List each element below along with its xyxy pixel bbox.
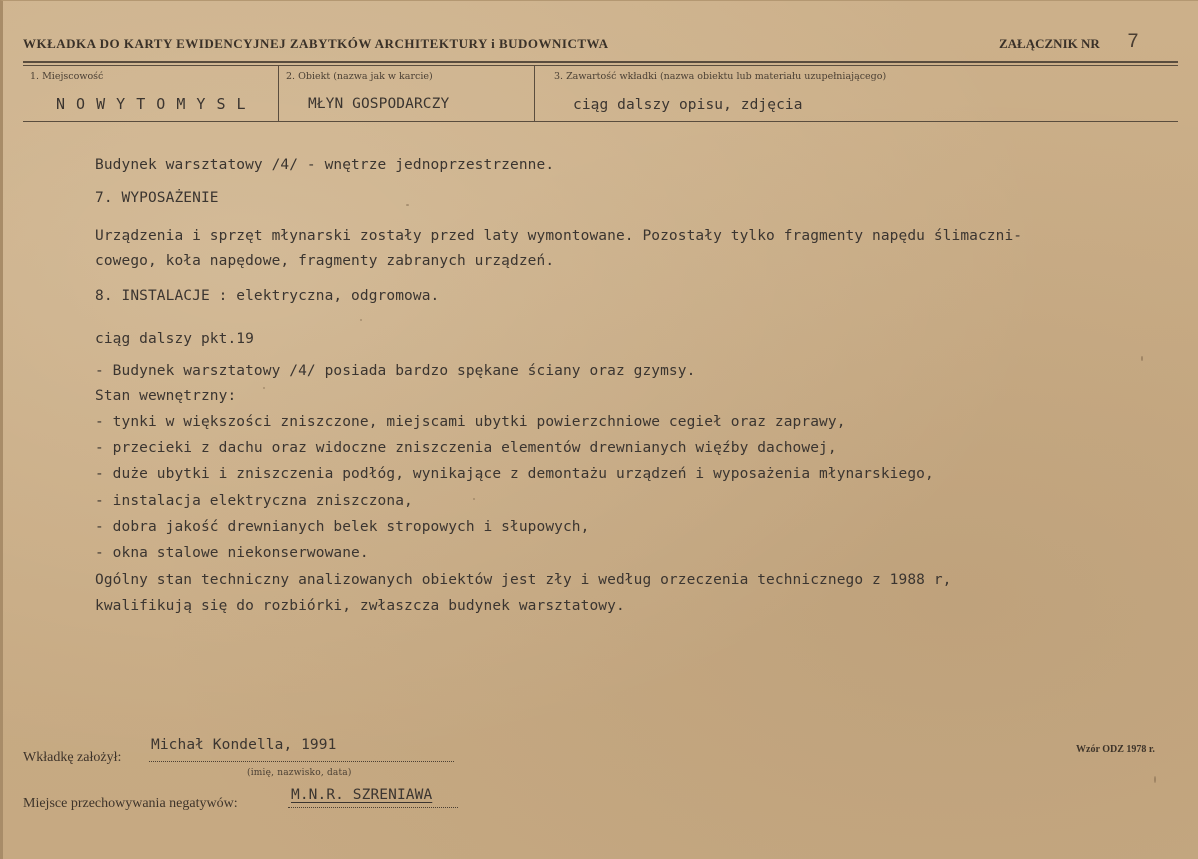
body-line: - dobra jakość drewnianych belek stropowych i słupowych,: [95, 519, 590, 535]
body-line: kwalifikują się do rozbiórki, zwłaszcza budynek warsztatowy.: [95, 598, 625, 614]
header-top-rule-thin: [23, 65, 1178, 66]
form-title: WKŁADKA DO KARTY EWIDENCYJNEJ ZABYTKÓW ARCHITEKTURY i BUDOWNICTWA: [23, 36, 609, 51]
field-divider-2: [534, 65, 535, 121]
created-by-value: Michał Kondella, 1991: [151, 737, 337, 753]
paper-speck: [473, 498, 475, 500]
contents-value: ciąg dalszy opisu, zdjęcia: [573, 97, 803, 113]
paper-speck: [1141, 356, 1143, 361]
negatives-label: Miejsce przechowywania negatywów:: [23, 796, 238, 811]
annex-number: 7: [1127, 31, 1140, 54]
paper-speck: [263, 387, 265, 389]
annex-label: ZAŁĄCZNIK NR: [999, 36, 1100, 51]
object-value: MŁYN GOSPODARCZY: [308, 96, 450, 112]
body-line: Budynek warsztatowy /4/ - wnętrze jednoprzestrzenne.: [95, 157, 555, 173]
body-line: - okna stalowe niekonserwowane.: [95, 545, 369, 561]
negatives-line: [288, 807, 458, 808]
locality-label: 1. Miejscowość: [30, 71, 104, 82]
body-line: - przecieki z dachu oraz widoczne zniszczenia elementów drewnianych więźby dachowej,: [95, 440, 837, 456]
body-line: ciąg dalszy pkt.19: [95, 331, 254, 347]
body-line: Stan wewnętrzny:: [95, 388, 237, 404]
body-line: cowego, koła napędowe, fragmenty zabranych urządzeń.: [95, 253, 555, 269]
field-divider-1: [278, 65, 279, 121]
body-line: - Budynek warsztatowy /4/ posiada bardzo spękane ściany oraz gzymsy.: [95, 363, 696, 379]
body-line: - duże ubytki i zniszczenia podłóg, wynikające z demontażu urządzeń i wyposażenia młynarskiego,: [95, 466, 934, 482]
paper-speck: [406, 204, 409, 206]
header-top-rule: [23, 61, 1178, 63]
contents-label: 3. Zawartość wkładki (nazwa obiektu lub materiału uzupełniającego): [554, 71, 887, 82]
created-by-hint: (imię, nazwisko, data): [247, 768, 352, 778]
body-line: 7. WYPOSAŻENIE: [95, 190, 219, 206]
object-label: 2. Obiekt (nazwa jak w karcie): [286, 71, 433, 82]
body-line: - instalacja elektryczna zniszczona,: [95, 493, 413, 509]
body-line: Ogólny stan techniczny analizowanych obiektów jest zły i według orzeczenia technicznego z 1988 r,: [95, 572, 952, 588]
body-line: 8. INSTALACJE : elektryczna, odgromowa.: [95, 288, 440, 304]
paper-speck: [360, 319, 362, 321]
fields-bottom-rule: [23, 121, 1178, 122]
paper-speck: [1154, 776, 1156, 783]
body-line: - tynki w większości zniszczone, miejscami ubytki powierzchniowe cegieł oraz zaprawy,: [95, 414, 846, 430]
form-number: Wzór ODZ 1978 r.: [1076, 744, 1155, 755]
body-line: Urządzenia i sprzęt młynarski zostały przed laty wymontowane. Pozostały tylko fragmenty napędu ślimaczni-: [95, 228, 1023, 244]
created-by-line: [149, 761, 454, 762]
negatives-value: M.N.R. SZRENIAWA: [291, 787, 433, 803]
locality-value: N O W Y T O M Y S L: [56, 95, 247, 113]
created-by-label: Wkładkę założył:: [23, 750, 122, 765]
